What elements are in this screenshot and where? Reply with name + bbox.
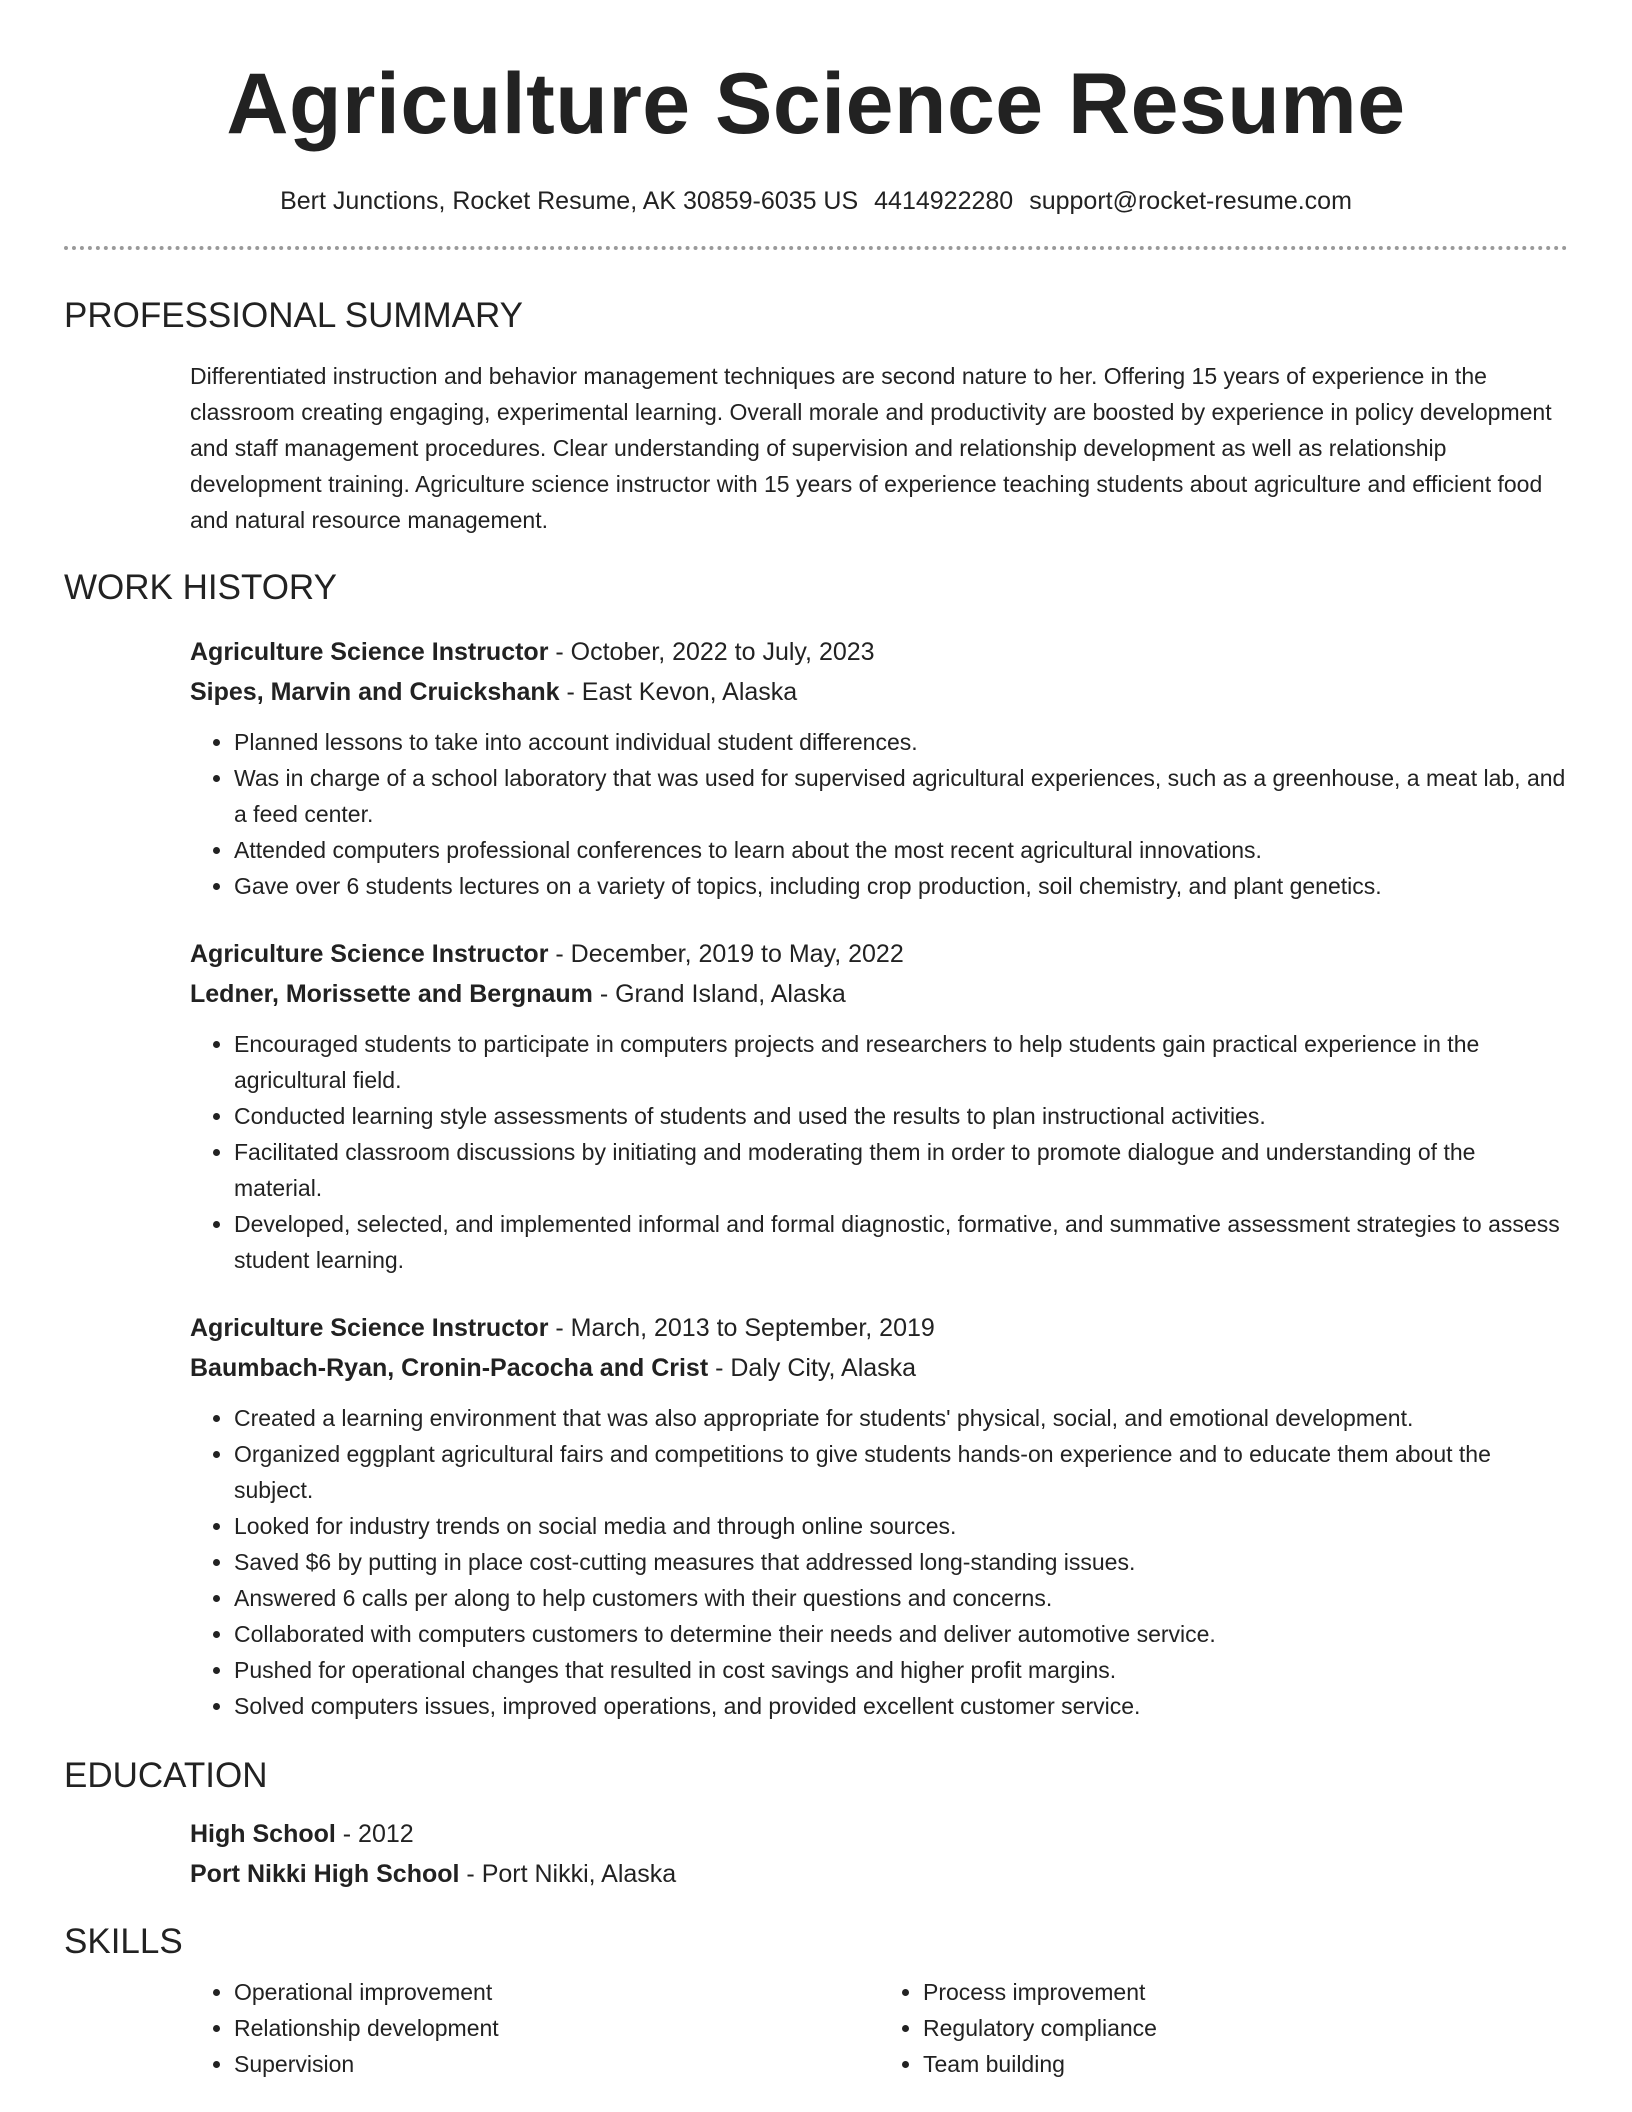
job-title: Agriculture Science Instructor [190,940,549,968]
job-entry [190,934,1568,1278]
list-item: • Process improvement [923,1974,1568,2010]
job-title-line [190,1308,1568,1348]
skills-columns [190,1964,1568,2082]
job-location: - East Kevon, Alaska [559,678,798,706]
list-item: • Developed, selected, and implemented informal and formal diagnostic, formative, and summative assessment strategies to assess student learning. [234,1206,1568,1278]
job-bullets [190,1400,1568,1724]
job-title-line [190,632,1568,672]
job-entry [190,632,1568,904]
list-item: • Looked for industry trends on social media and through online sources. [234,1508,1568,1544]
education-degree: High School [190,1820,336,1848]
education-school: Port Nikki High School [190,1860,460,1888]
list-item: • Team building [923,2046,1568,2082]
list-item: • Operational improvement [234,1974,879,2010]
job-company: Baumbach-Ryan, Cronin-Pacocha and Crist [190,1354,709,1382]
list-item: • Attended computers professional conferences to learn about the most recent agricultural innovations. [234,832,1568,868]
section-heading-skills: SKILLS [64,1922,183,1961]
list-item: • Saved $6 by putting in place cost-cutting measures that addressed long-standing issues. [234,1544,1568,1580]
list-item: • Collaborated with computers customers to determine their needs and deliver automotive service. [234,1616,1568,1652]
resume-title: Agriculture Science Resume [226,56,1406,152]
education-school-line [190,1854,1568,1894]
list-item: • Planned lessons to take into account individual student differences. [234,724,1568,760]
job-entry [190,1308,1568,1724]
job-company-line [190,974,1568,1014]
education-location: - Port Nikki, Alaska [459,1860,677,1888]
contact-info [64,184,1568,218]
job-company: Sipes, Marvin and Cruickshank [190,678,560,706]
list-item: • Supervision [234,2046,879,2082]
section-heading-work-history: WORK HISTORY [64,568,337,607]
list-item: • Regulatory compliance [923,2010,1568,2046]
list-item: • Pushed for operational changes that resulted in cost savings and higher profit margins. [234,1652,1568,1688]
job-location: - Grand Island, Alaska [592,980,846,1008]
job-company-line [190,1348,1568,1388]
education-year: - 2012 [335,1820,414,1848]
header-divider [64,246,1568,250]
list-item: • Answered 6 calls per along to help customers with their questions and concerns. [234,1580,1568,1616]
list-item: • Was in charge of a school laboratory that was used for supervised agricultural experiences, such as a greenhouse, a meat lab, and a feed center. [234,760,1568,832]
job-title-line [190,934,1568,974]
job-location: - Daly City, Alaska [708,1354,917,1382]
job-company-line [190,672,1568,712]
list-item: • Created a learning environment that was also appropriate for students' physical, social, and emotional development. [234,1400,1568,1436]
job-company: Ledner, Morissette and Bergnaum [190,980,593,1008]
job-dates: - October, 2022 to July, 2023 [548,638,875,666]
contact-phone: 4414922280 [874,187,1014,215]
skills-list-right [879,1974,1568,2082]
education-entry [190,1814,1568,1894]
list-item: • Relationship development [234,2010,879,2046]
job-title: Agriculture Science Instructor [190,1314,549,1342]
list-item: • Solved computers issues, improved operations, and provided excellent customer service. [234,1688,1568,1724]
education-degree-line [190,1814,1568,1854]
contact-address: Bert Junctions, Rocket Resume, AK 30859-6035 US [280,187,859,215]
section-heading-summary: PROFESSIONAL SUMMARY [64,296,523,335]
summary-text: Differentiated instruction and behavior management techniques are second nature to her. Offering 15 years of experience in the classroom creating engaging, experimental learning. Overall morale and productivity are boosted by experience in policy development and staff management procedures. Clear understanding of supervision and relationship development as well as relationship development training. Agriculture science instructor with 15 years of experience teaching students about agriculture and efficient food and natural resource management. [190,363,1552,533]
list-item: • Gave over 6 students lectures on a variety of topics, including crop production, soil chemistry, and plant genetics. [234,868,1568,904]
list-item: • Encouraged students to participate in computers projects and researchers to help students gain practical experience in the agricultural field. [234,1026,1568,1098]
skills-list-left [190,1974,879,2082]
job-bullets [190,724,1568,904]
list-item: • Facilitated classroom discussions by initiating and moderating them in order to promote dialogue and understanding of the material. [234,1134,1568,1206]
list-item: • Organized eggplant agricultural fairs and competitions to give students hands-on experience and to educate them about the subject. [234,1436,1568,1508]
list-item: • Conducted learning style assessments of students and used the results to plan instructional activities. [234,1098,1568,1134]
job-dates: - December, 2019 to May, 2022 [548,940,904,968]
job-bullets [190,1026,1568,1278]
job-dates: - March, 2013 to September, 2019 [548,1314,935,1342]
section-heading-education: EDUCATION [64,1756,268,1795]
job-title: Agriculture Science Instructor [190,638,549,666]
contact-email: support@rocket-resume.com [1029,187,1352,215]
